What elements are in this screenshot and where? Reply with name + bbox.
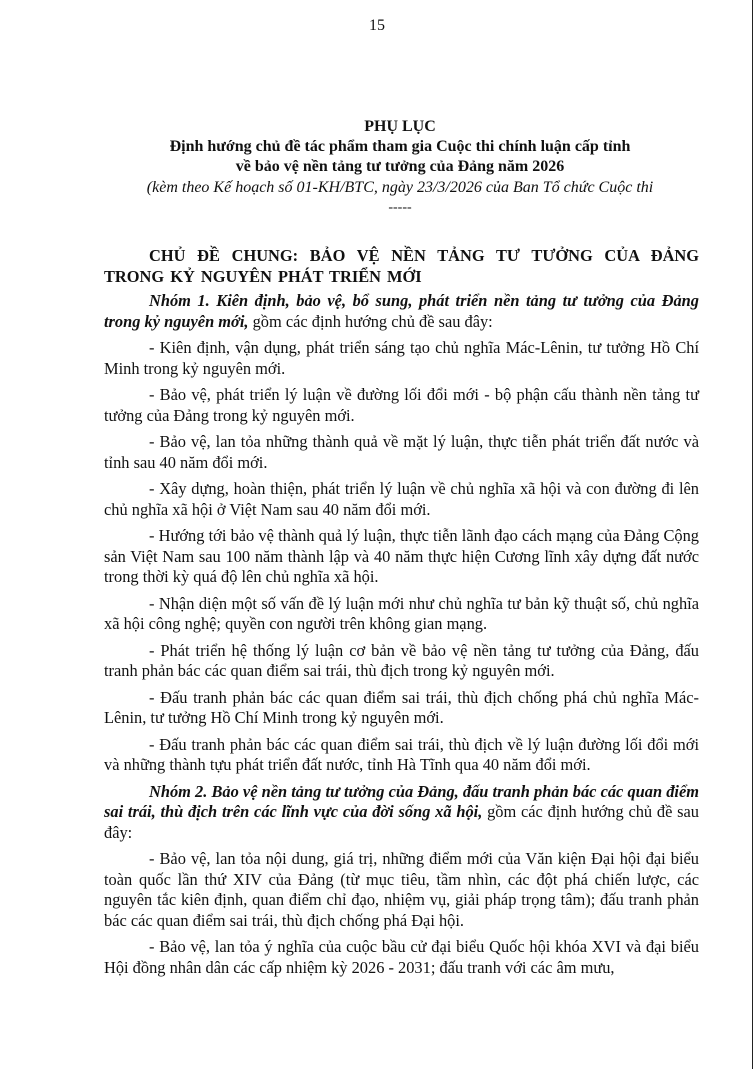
group1-item: - Đấu tranh phản bác các quan điểm sai trái, thù địch chống phá chủ nghĩa Mác-Lênin, tư tưởng Hồ Chí Minh trong kỷ nguyên mới. — [104, 687, 699, 727]
group1-lead: Nhóm 1. Kiên định, bảo vệ, bổ sung, phát triển nền tảng tư tưởng của Đảng trong kỷ nguyên mới, — [104, 291, 699, 331]
group2-lead: Nhóm 2. Bảo vệ nền tảng tư tưởng của Đảng, đấu tranh phản bác các quan điểm sai trái, thù địch trên các lĩnh vực của đời sống xã hội, — [104, 781, 699, 821]
appendix-subtitle-line1: Định hướng chủ đề tác phẩm tham gia Cuộc thi chính luận cấp tỉnh — [169, 138, 631, 155]
general-theme-heading: CHỦ ĐỀ CHUNG: BẢO VỆ NỀN TẢNG TƯ TƯỞNG CỦA ĐẢNG TRONG KỶ NGUYÊN PHÁT TRIỂN MỚI — [104, 246, 699, 286]
appendix-subtitle-line2: về bảo vệ nền tảng tư tưởng của Đảng năm 2026 — [235, 158, 565, 175]
attachment-note: (kèm theo Kế hoạch số 01-KH/BTC, ngày 23/3/2026 của Ban Tổ chức Cuộc thi — [146, 179, 654, 196]
group1-item: - Xây dựng, hoàn thiện, phát triển lý luận về chủ nghĩa xã hội và con đường đi lên chủ nghĩa xã hội ở Việt Nam sau 40 năm đổi mới. — [104, 479, 699, 519]
appendix-title: PHỤ LỤC — [364, 118, 436, 135]
group1-item: - Hướng tới bảo vệ thành quả lý luận, thực tiễn lãnh đạo cách mạng của Đảng Cộng sản Việt Nam sau 100 năm thành lập và 40 năm thực hiện Cương lĩnh xây dựng đất nước trong thời kỳ quá độ lên chủ nghĩa xã hội. — [104, 526, 699, 586]
group2-item: - Bảo vệ, lan tỏa nội dung, giá trị, những điểm mới của Văn kiện Đại hội đại biểu toàn quốc lần thứ XIV của Đảng (từ mục tiêu, tầm nhìn, các đột phá chiến lược, các nguyên tắc kiên định, quan điểm chỉ đạo, nhiệm vụ, giải pháp trọng tâm); đấu tranh phản bác các quan điểm sai trái, thù địch chống phá Đại hội. — [104, 849, 699, 930]
group2-rest: gồm các định hướng chủ đề sau đây: — [104, 802, 699, 842]
separator: ----- — [388, 200, 412, 215]
group1-item: - Nhận diện một số vấn đề lý luận mới như chủ nghĩa tư bản kỹ thuật số, chủ nghĩa xã hội công nghệ; quyền con người trên không gian mạng. — [104, 593, 699, 633]
group2-heading — [104, 782, 699, 844]
document-body — [104, 246, 699, 984]
group1-item: - Bảo vệ, phát triển lý luận về đường lối đổi mới - bộ phận cấu thành nền tảng tư tưởng của Đảng trong kỷ nguyên mới. — [104, 385, 699, 425]
group1-rest: gồm các định hướng chủ đề sau đây: — [248, 311, 493, 331]
group1-item: - Phát triển hệ thống lý luận cơ bản về bảo vệ nền tảng tư tưởng của Đảng, đấu tranh phản bác các quan điểm sai trái, thù địch trong kỷ nguyên mới. — [104, 640, 699, 680]
group2-item: - Bảo vệ, lan tỏa ý nghĩa của cuộc bầu cử đại biểu Quốc hội khóa XVI và đại biểu Hội đồng nhân dân các cấp nhiệm kỳ 2026 - 2031; đấu tranh với các âm mưu, — [104, 937, 699, 977]
page-number: 15 — [369, 17, 385, 34]
group1-item: - Bảo vệ, lan tỏa những thành quả về mặt lý luận, thực tiễn phát triển đất nước và tỉnh sau 40 năm đổi mới. — [104, 432, 699, 472]
group1-heading — [104, 291, 699, 332]
group1-item: - Kiên định, vận dụng, phát triển sáng tạo chủ nghĩa Mác-Lênin, tư tưởng Hồ Chí Minh trong kỷ nguyên mới. — [104, 338, 699, 378]
group1-item: - Đấu tranh phản bác các quan điểm sai trái, thù địch về lý luận đường lối đổi mới và những thành tựu phát triển đất nước, tỉnh Hà Tĩnh qua 40 năm đổi mới. — [104, 734, 699, 774]
appendix-header — [100, 117, 700, 217]
page-edge-rule — [752, 0, 753, 1069]
